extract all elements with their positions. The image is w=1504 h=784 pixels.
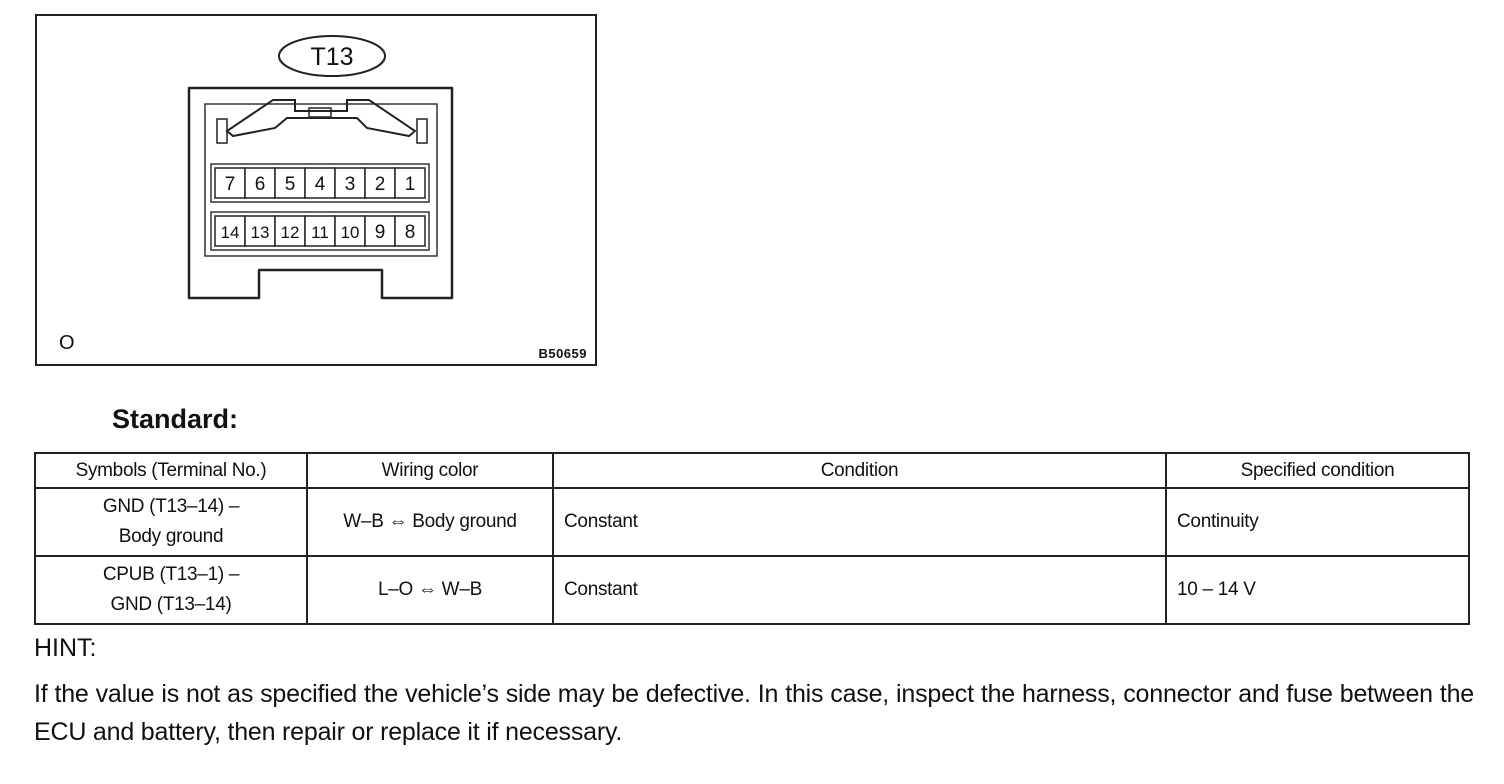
cell-condition: Constant bbox=[553, 488, 1166, 556]
pin-grid bbox=[211, 164, 429, 250]
side-tab-right bbox=[417, 119, 427, 143]
figure-code: B50659 bbox=[538, 346, 587, 361]
pin-number: 2 bbox=[374, 174, 386, 195]
pin-number: 5 bbox=[284, 174, 296, 195]
table-row bbox=[35, 488, 1469, 556]
pin-number: 7 bbox=[224, 174, 236, 195]
connector-latch bbox=[227, 100, 415, 136]
pin-number: 3 bbox=[344, 174, 356, 195]
header-specified-condition: Specified condition bbox=[1166, 453, 1469, 488]
connector-figure bbox=[35, 14, 597, 366]
spec-table bbox=[34, 452, 1470, 625]
cell-symbol bbox=[35, 488, 307, 556]
symbol-line-2: Body ground bbox=[118, 526, 224, 547]
header-symbols: Symbols (Terminal No.) bbox=[35, 453, 307, 488]
corner-mark: O bbox=[59, 332, 75, 354]
pin-number: 12 bbox=[280, 223, 300, 242]
pin-number: 8 bbox=[404, 222, 416, 243]
latch-slot bbox=[309, 108, 331, 117]
pin-number: 9 bbox=[374, 222, 386, 243]
symbol-line-2: GND (T13–14) bbox=[110, 594, 232, 615]
header-condition: Condition bbox=[553, 453, 1166, 488]
pin-number: 1 bbox=[404, 174, 416, 195]
pin-number: 13 bbox=[250, 223, 270, 242]
symbol-line-1: CPUB (T13–1) – bbox=[102, 564, 240, 585]
symbol-line-1: GND (T13–14) – bbox=[102, 496, 240, 517]
standard-label: Standard: bbox=[112, 404, 239, 434]
pin-number: 11 bbox=[311, 223, 329, 242]
cell-symbol bbox=[35, 556, 307, 624]
cell-specified: Continuity bbox=[1166, 488, 1469, 556]
cell-wiring: W–B ⇔ Body ground bbox=[307, 488, 553, 556]
pin-number: 6 bbox=[254, 174, 266, 195]
table-row bbox=[35, 556, 1469, 624]
cell-condition: Constant bbox=[553, 556, 1166, 624]
pin-number: 10 bbox=[340, 223, 360, 242]
cell-wiring: L–O ⇔ W–B bbox=[307, 556, 553, 624]
connector-id: T13 bbox=[310, 43, 354, 71]
pin-number: 4 bbox=[314, 174, 326, 195]
connector-diagram bbox=[37, 16, 595, 364]
table-header-row bbox=[35, 453, 1469, 488]
header-wiring-color: Wiring color bbox=[307, 453, 553, 488]
cell-specified: 10 – 14 V bbox=[1166, 556, 1469, 624]
pin-number: 14 bbox=[220, 223, 240, 242]
hint-label: HINT: bbox=[34, 634, 97, 662]
hint-text: If the value is not as specified the vehicle’s side may be defective. In this case, inspect the harness, connector and fuse between the ECU and battery, then repair or replace it if necessary. bbox=[34, 680, 1474, 746]
